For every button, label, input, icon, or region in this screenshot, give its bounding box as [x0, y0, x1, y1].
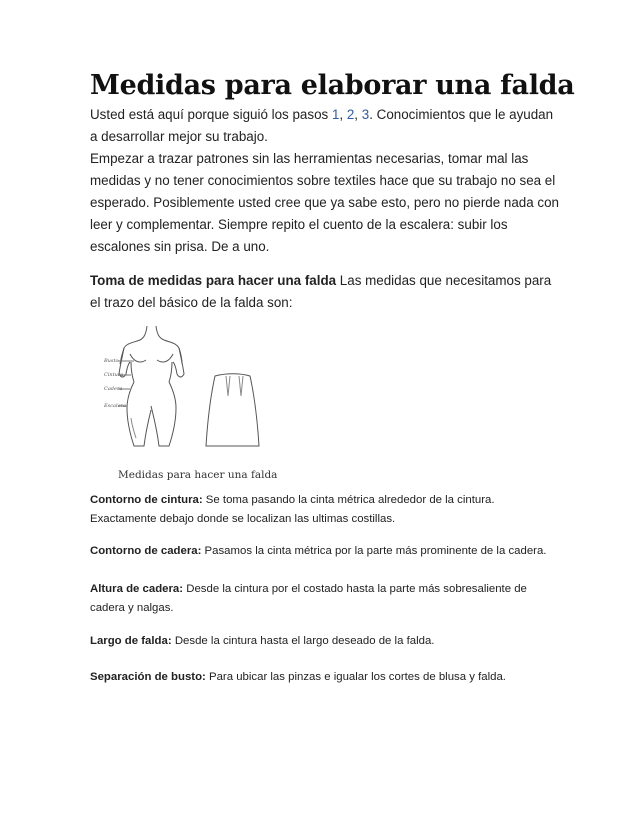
step-link-1[interactable]: 1 [331, 107, 340, 122]
figure-label-escalera: Escalera [104, 403, 126, 409]
measurement-term: Separación de busto: [90, 671, 206, 683]
measurement-item-cadera [90, 542, 560, 561]
figure-label-cadera: Cadera [104, 386, 123, 392]
measurement-term: Contorno de cadera: [90, 545, 202, 557]
measurement-item-separacion-busto [90, 668, 560, 687]
page-title: Medidas para elaborar una falda [90, 70, 575, 101]
step-link-3[interactable]: 3 [361, 107, 370, 122]
lead-text: Las medidas que necesitamos para el trazo del básico de la falda son: [90, 273, 552, 310]
figure-label-cintura: Cintura [104, 372, 124, 378]
figure-caption: Medidas para hacer una falda [118, 469, 278, 481]
measurement-desc: Se toma pasando la cinta métrica alrededor de la cintura. Exactamente debajo donde se localizan las ultimas costillas. [90, 494, 495, 525]
measurement-desc: Desde la cintura por el costado hasta la parte más sobresaliente de cadera y nalgas. [90, 583, 527, 614]
measurement-desc: Desde la cintura hasta el largo deseado de la falda. [171, 635, 435, 647]
body-silhouette [119, 326, 184, 446]
lead-paragraph [90, 270, 560, 314]
intro-paragraph: Usted está aquí porque siguió los pasos 1, 2, 3. Conocimientos que le ayudan a desarrollar mejor su trabajo. Empezar a trazar patrones sin las herramientas necesarias, tomar mal las medidas y no tener conocimientos sobre textiles hace que su trabajo no sea el esperado. Posiblemente usted cree que ya sabe esto, pero no pierde nada con leer y complementar. Siempre repito el cuento de la escalera: subir los escalones sin prisa. De a uno. [90, 107, 559, 254]
measurement-item-largo-falda [90, 632, 560, 651]
measurement-term: Contorno de cintura: [90, 494, 203, 506]
measurement-item-cintura [90, 491, 560, 529]
measurement-figure [94, 318, 364, 468]
measurement-desc: Para ubicar las pinzas e igualar los cortes de blusa y falda. [205, 671, 506, 683]
figure-label-busto: Busto [104, 358, 119, 364]
measurement-term: Altura de cadera: [90, 583, 184, 595]
measurement-term: Largo de falda: [90, 635, 172, 647]
measurement-desc: Pasamos la cinta métrica por la parte más prominente de la cadera. [201, 545, 547, 557]
measurement-item-altura-cadera [90, 580, 560, 618]
intro-after-links: . Conocimientos que le ayudan a desarrollar mejor su trabajo. [90, 107, 554, 144]
step-link-2[interactable]: 2 [346, 107, 355, 122]
intro-before-links: Usted está aquí porque siguió los pasos [90, 107, 332, 122]
skirt-pattern [206, 374, 259, 446]
lead-heading: Toma de medidas para hacer una falda [90, 273, 337, 288]
intro-body: Empezar a trazar patrones sin las herramientas necesarias, tomar mal las medidas y no tener conocimientos sobre textiles hace que su trabajo no sea el esperado. Posiblemente usted cree que ya sabe esto, pero no pierde nada con leer y complementar. Siempre repito el cuento de la escalera: subir los escalones sin prisa. De a uno. [90, 151, 559, 254]
